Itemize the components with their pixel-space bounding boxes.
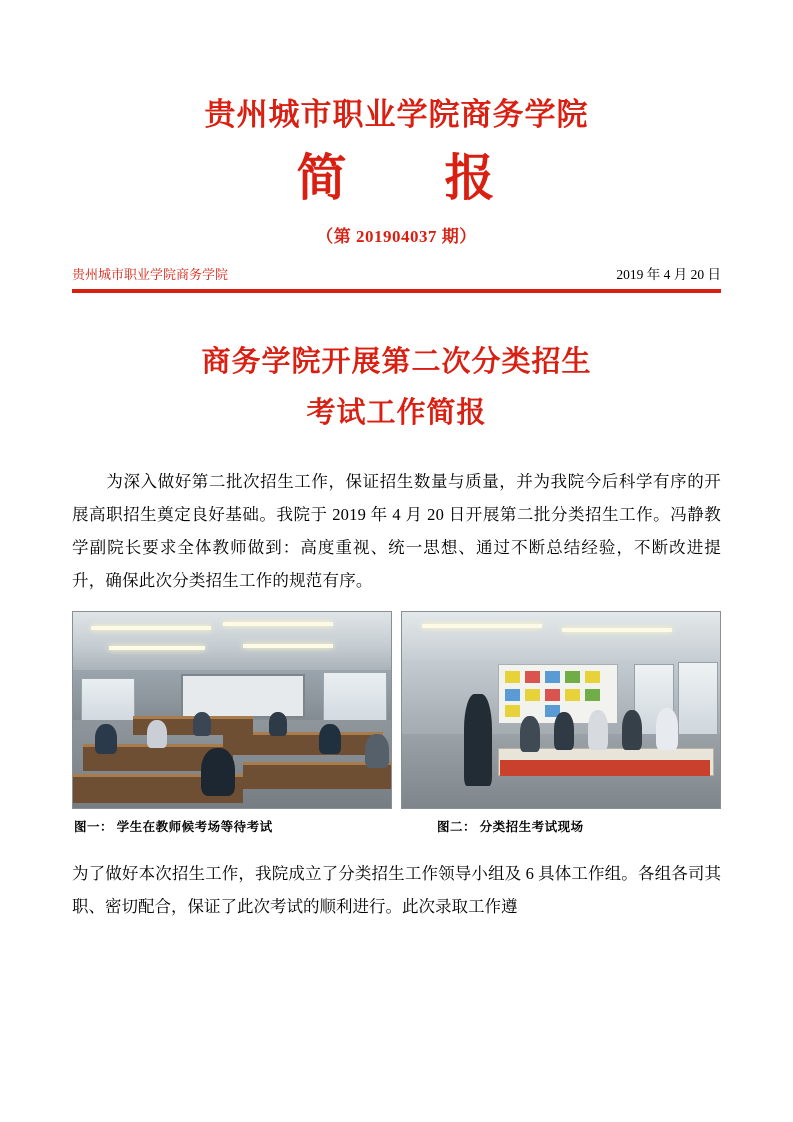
photo2-note-1 — [505, 671, 520, 683]
photo2-note-10 — [585, 689, 600, 701]
photo1-light-3 — [109, 646, 205, 650]
photo2-note-7 — [525, 689, 540, 701]
photo2-ceiling — [402, 612, 720, 660]
masthead-title-right: 报 — [444, 150, 497, 207]
article-title-line-1: 商务学院开展第二次分类招生 — [201, 346, 592, 379]
issue-date: 2019 年 4 月 20 日 — [616, 267, 721, 283]
photo2-light-1 — [422, 624, 542, 628]
photo1-student-foreground — [201, 748, 235, 796]
masthead-organization: 贵州城市职业学院商务学院 — [204, 97, 589, 132]
photo-row — [72, 611, 721, 835]
article-title-line-2: 考试工作简报 — [306, 396, 487, 429]
photo-caption-2: 图二： 分类招生考试现场 — [437, 819, 584, 834]
photo2-seated-person-3 — [588, 710, 608, 750]
photo2-note-6 — [505, 689, 520, 701]
photo-classroom-waiting — [72, 611, 392, 809]
photo1-student-6 — [365, 734, 389, 768]
masthead — [72, 0, 721, 247]
photo2-note-3 — [545, 671, 560, 683]
masthead-title-left: 简 — [296, 150, 349, 207]
photo1-student-4 — [269, 712, 287, 736]
photo2-note-4 — [565, 671, 580, 683]
article-paragraph-1 — [72, 465, 721, 597]
masthead-issue-number: （第 201904037 期） — [316, 227, 477, 247]
photo2-seated-person-5 — [656, 708, 678, 750]
photo2-seated-person-4 — [622, 710, 642, 750]
photo2-seated-person-1 — [520, 716, 540, 752]
photo1-desk-3 — [223, 732, 383, 755]
photo2-standing-person — [464, 694, 492, 786]
photo2-note-11 — [505, 705, 520, 717]
photo2-note-8 — [545, 689, 560, 701]
photo1-light-2 — [223, 622, 333, 626]
article-title — [72, 337, 721, 439]
photo2-note-2 — [525, 671, 540, 683]
photo2-table-skirt — [500, 760, 710, 776]
photo1-ceiling — [73, 612, 391, 670]
paragraph-1-text: 为深入做好第二批次招生工作，保证招生数量与质量，并为我院今后科学有序的开展高职招生奠定良好基础。我院于 2019 年 4 月 20 日开展第二批分类招生工作。冯静教学副院长要求全体教师做到：高度重视、统一思想、通过不断总结经验，不断改进提升，确保此次分类招生工作的规范有序。 — [72, 471, 721, 590]
photo2-note-5 — [585, 671, 600, 683]
photo2-light-2 — [562, 628, 672, 632]
paragraph-2-text: 为了做好本次招生工作，我院成立了分类招生工作领导小组及 6 具体工作组。各组各司其职、密切配合，保证了此次考试的顺利进行。此次录取工作遵 — [72, 863, 721, 916]
header-divider — [72, 289, 721, 293]
photo2-window-2 — [678, 662, 718, 742]
photo2-seated-person-2 — [554, 712, 574, 750]
photo1-light-1 — [91, 626, 211, 630]
photo-block-2 — [401, 611, 721, 835]
photo2-note-9 — [565, 689, 580, 701]
photo1-student-3 — [193, 712, 211, 736]
photo-exam-site — [401, 611, 721, 809]
article-paragraph-2 — [72, 857, 721, 923]
photo1-student-5 — [319, 724, 341, 754]
photo1-window-1 — [81, 678, 135, 726]
issuing-unit: 贵州城市职业学院商务学院 — [72, 267, 229, 283]
masthead-info-row — [72, 263, 721, 283]
photo1-student-1 — [95, 724, 117, 754]
photo-block-1 — [72, 611, 392, 835]
photo-caption-1: 图一： 学生在教师候考场等待考试 — [74, 819, 273, 834]
photo1-light-4 — [243, 644, 333, 648]
photo1-student-2 — [147, 720, 167, 748]
masthead-title — [72, 151, 721, 206]
